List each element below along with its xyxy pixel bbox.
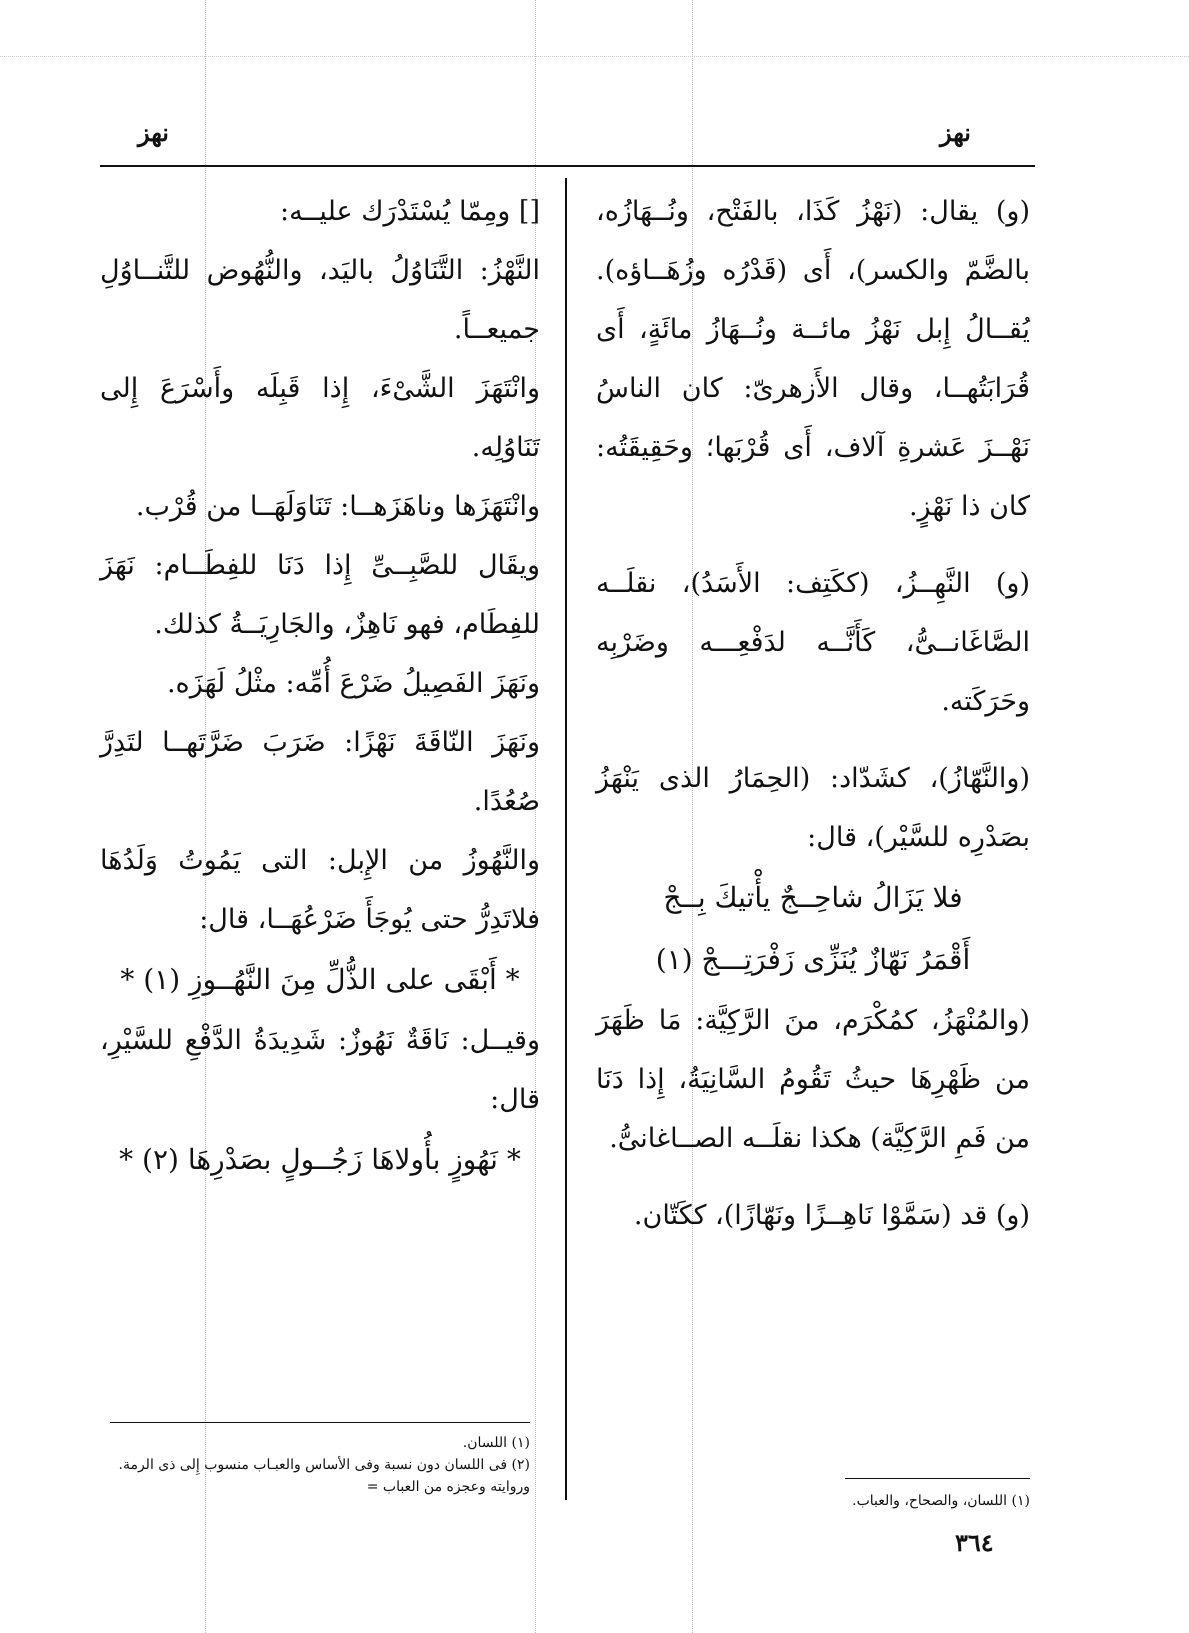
header-rule (100, 165, 1035, 167)
verse-line: أَقْمَرُ نَهّازٌ يُنَزِّى زَفْرَتِـــجْ (١) (655, 943, 971, 976)
left-column (100, 182, 540, 1191)
footnote: (١) اللسان. (462, 1435, 530, 1451)
column-divider (565, 178, 567, 1500)
verse-line: * نَهُوزٍ بأُولاهَا زَجُــولٍ بصَدْرِهَا (٢) * (119, 1143, 521, 1176)
entry-paragraph: (والنَّهّازُ)، كشَدّاد: (الحِمَارُ الذى يَنْهَزُ بصَدْرِه للسَّيْر)، قال: (596, 763, 1030, 853)
page-number: ٣٦٤ (955, 1528, 994, 1557)
entry-paragraph: والنَّهُوزُ من الإِبل: التى يَمُوتُ وَلَدُهَا فلاتَدِرُّ حتى يُوجَأَ ضَرْعُهَــا، قال: (100, 845, 540, 935)
scan-line (0, 56, 1189, 57)
footnote: (٢) فى اللسان دون نسبة وفى الأساس والعبـاب منسوب إِلى ذى الرمة. وروايته وعجزه من العباب = (118, 1457, 530, 1495)
footnote-rule-left (110, 1422, 530, 1423)
entry-paragraph: النَّهْزُ: التَّنَاوُلُ باليَد، والنُّهُوض للتَّنــاوُلِ جميعــاً. (100, 255, 540, 345)
footnotes-left (100, 1432, 530, 1498)
verse-line: * أَبْقَى على الذُّلِّ مِنَ النَّهُــوزِ (١) * (120, 963, 520, 996)
footnote-rule-right (845, 1478, 1030, 1479)
entry-paragraph: (و) النَّهِــزُ، (ككَتِف: الأَسَدُ)، نقلَــه الصَّاغَانــىُّ، كَأَنَّــه لدَفْعِـــه وضَرْبِه وحَرَكَته. (596, 568, 1030, 717)
verse-line: فلا يَزَالُ شاحِــجٌ يأْتيكَ بِــجْ (663, 881, 963, 914)
entry-paragraph: ونَهَزَ النّاقَةَ نَهْزًا: ضَرَبَ ضَرَّتَهــا لتَدِرَّ صُعُدًا. (100, 727, 540, 817)
entry-paragraph: وقيــل: نَاقَةٌ نَهُوزٌ: شَدِيدَةُ الدَّفْعِ للسَّيْرِ، قال: (100, 1025, 540, 1115)
entry-paragraph: ونَهَزَ الفَصِيلُ ضَرْعَ أُمِّه: مثْلُ لَهَزَه. (166, 668, 540, 699)
right-column (596, 182, 1030, 1245)
entry-paragraph: (و) قد (سَمَّوْا نَاهِــزًا ونَهّازًا)، ككَتّان. (633, 1200, 1030, 1231)
entry-paragraph: [] ومِمّا يُسْتَدْرَك عليــه: (280, 196, 540, 227)
entry-paragraph: وانْتَهَزَها وناهَزَهــا: تَنَاوَلَهَــا من قُرْب. (135, 491, 540, 522)
entry-paragraph: (والمُنْهَزُ، كمُكْرَم، منَ الرَّكِيَّة: مَا ظَهَرَ من ظَهْرِهَا حيثُ تَقُومُ السَّانِيَةُ، إِذا دَنَا من فَمِ الرَّكِيَّة) هكذا نقلَــه الصــاغانىُّ. (596, 1005, 1030, 1154)
entry-paragraph: وانْتَهَزَ الشَّىْءَ، إِذا قَبِلَه وأَسْرَعَ إِلى تَنَاوُلِه. (100, 373, 540, 463)
entry-paragraph: ويقَال للصَّبِــىِّ إِذا دَنَا للفِطَــام: نَهَزَ للفِطَام، فهو نَاهِزٌ، والجَارِيَــةُ كذلك. (100, 550, 540, 640)
footnote: (١) اللسان، والصحاح، والعباب. (852, 1493, 1030, 1509)
running-head-left: نهز (138, 118, 169, 147)
entry-paragraph: (و) يقال: (نَهْزُ كَذَا، بالفَتْح، ونُــهَازُه، بالضَّمّ والكسر)، أَى (قَدْرُه وزُهَــاؤه). يُقــالُ إِبل نَهْزُ مائــة ونُــهَازُ مائَةٍ، أَى قُرَابَتُهــا، وقال الأَزهرىّ: كان الناسُ نَهْــزَ عَشرةِ آلاف، أَى قُرْبَها؛ وحَقِيقَتُه: كان ذا نَهْزٍ. (596, 196, 1030, 522)
footnotes-right (720, 1490, 1030, 1512)
running-head-right: نهز (940, 118, 971, 147)
